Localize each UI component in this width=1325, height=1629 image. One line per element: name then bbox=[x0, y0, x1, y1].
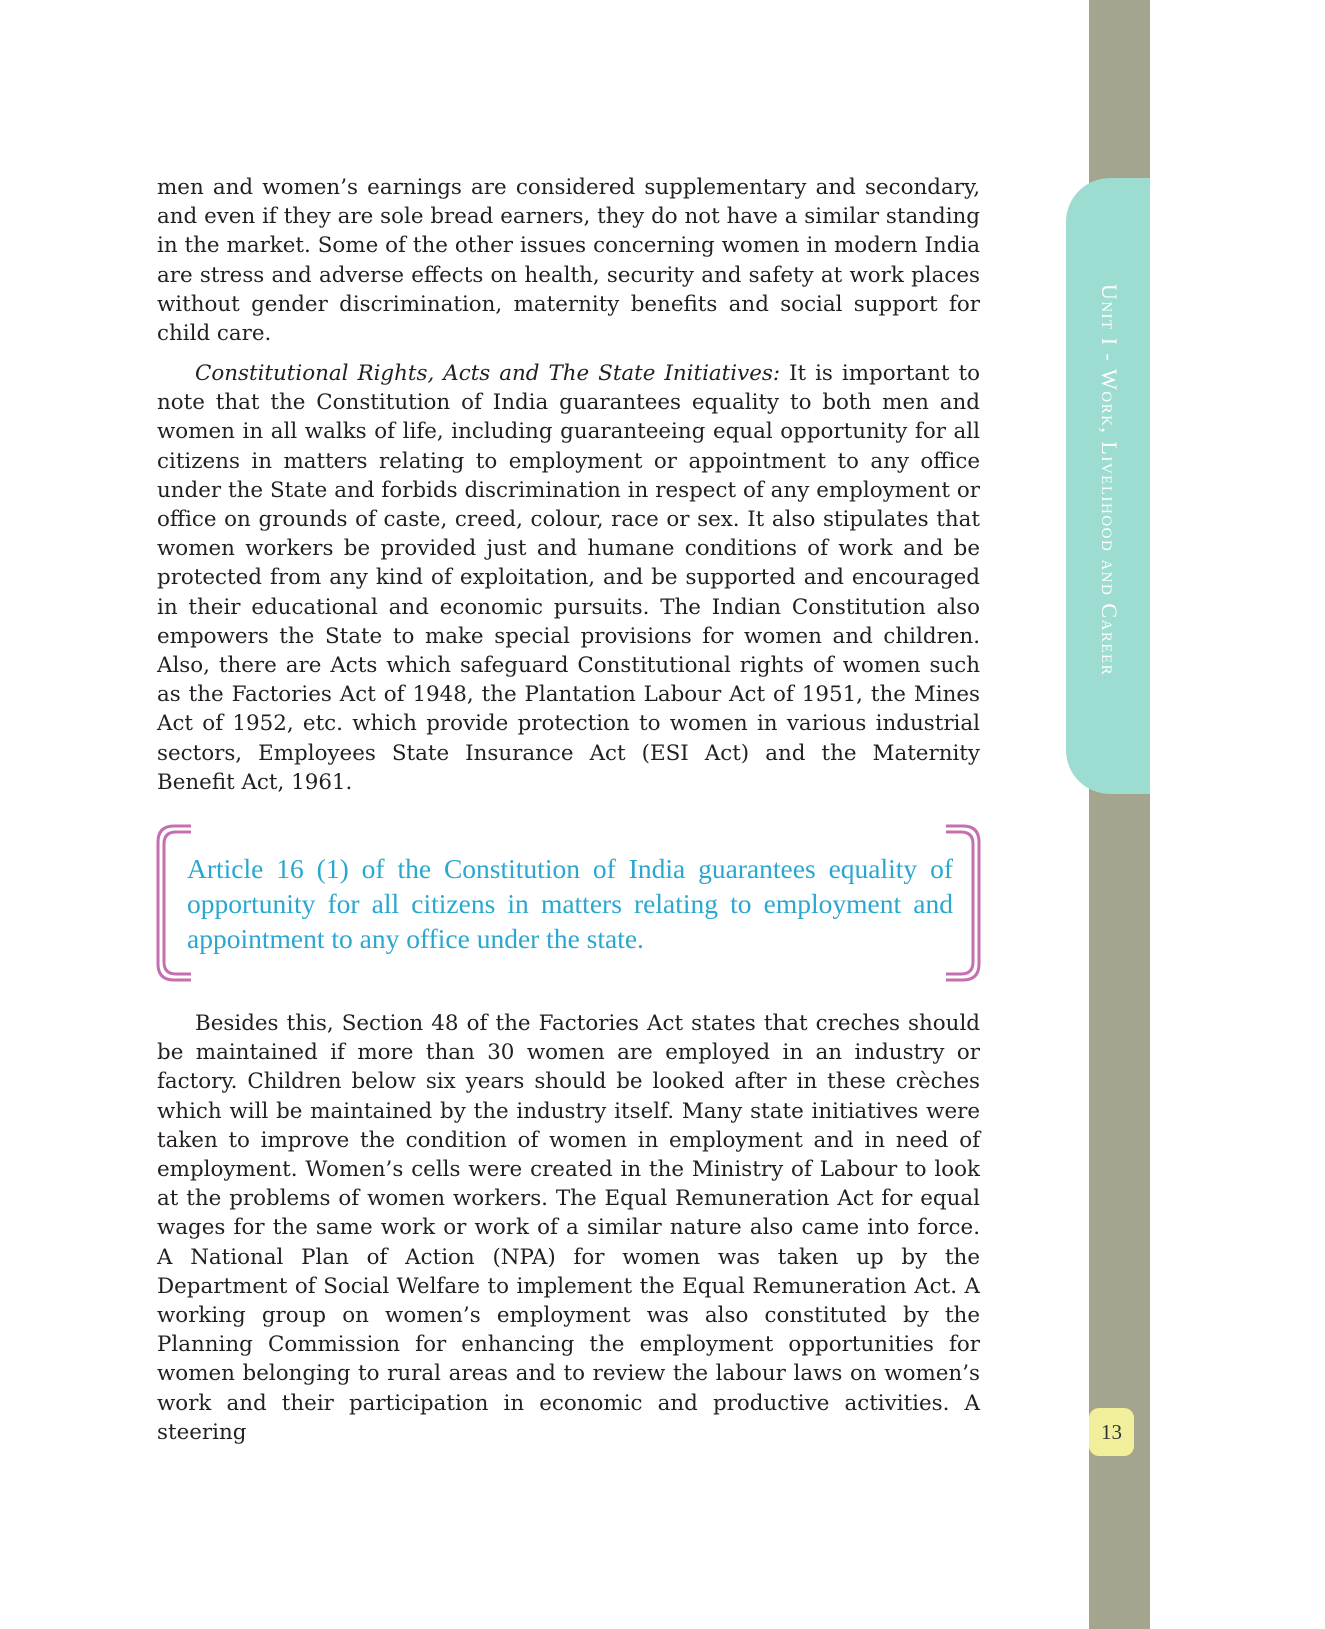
unit-label: Unit I - Work, Livelihood and Career bbox=[1097, 283, 1122, 677]
page-number: 13 bbox=[1089, 1408, 1134, 1456]
paragraph-earnings bbox=[157, 173, 980, 348]
paragraph-text: men and women’s earnings are considered supplementary and secondary, and even if they are sole bread earners, they do not have a similar standing in the market. Some of the other issues concerning women in modern India are stress and adverse effects on health, security and safety at work places without gender discrimination, maternity benefits and social support for child care. bbox=[157, 175, 980, 347]
paragraph-constitutional-rights bbox=[157, 359, 980, 797]
paragraph-heading: Constitutional Rights, Acts and The State Initiatives: bbox=[195, 361, 781, 386]
paragraph-factories-act bbox=[157, 1009, 980, 1447]
article-callout bbox=[155, 823, 982, 983]
callout-text: Article 16 (1) of the Constitution of India guarantees equality of opportunity for all citizens in matters relating to employment and appointment to any office under the state. bbox=[187, 853, 953, 954]
paragraph-body: It is important to note that the Constitution of India guarantees equality to both men and women in all walks of life, including guaranteeing equal opportunity for all citizens in matters relating to employment or appointment to any office under the State and forbids discrimination in respect of any employment or office on grounds of caste, creed, colour, race or sex. It also stipulates that women workers be provided just and humane conditions of work and be protected from any kind of exploitation, and be supported and encouraged in their educational and economic pursuits. The Indian Constitution also empowers the State to make special provisions for women and children. Also, there are Acts which safeguard Constitutional rights of women such as the Factories Act of 1948, the Plantation Labour Act of 1951, the Mines Act of 1952, etc. which provide protection to women in various industrial sectors, Employees State Insurance Act (ESI Act) and the Maternity Benefit Act, 1961. bbox=[157, 361, 980, 795]
paragraph-text: Besides this, Section 48 of the Factories Act states that creches should be maintained if more than 30 women are employed in an industry or factory. Children below six years should be looked after in these crèches which will be maintained by the industry itself. Many state initiatives were taken to improve the condition of women in employment and in need of employment. Women’s cells were created in the Ministry of Labour to look at the problems of women workers. The Equal Remuneration Act for equal wages for the same work or work of a similar nature also came into force. A National Plan of Action (NPA) for women was taken up by the Department of Social Welfare to implement the Equal Remuneration Act. A working group on women’s employment was also constituted by the Planning Commission for enhancing the employment opportunities for women belonging to rural areas and to review the labour laws on women’s work and their participation in economic and productive activities. A steering bbox=[157, 1011, 980, 1445]
paragraph-text bbox=[157, 359, 980, 797]
